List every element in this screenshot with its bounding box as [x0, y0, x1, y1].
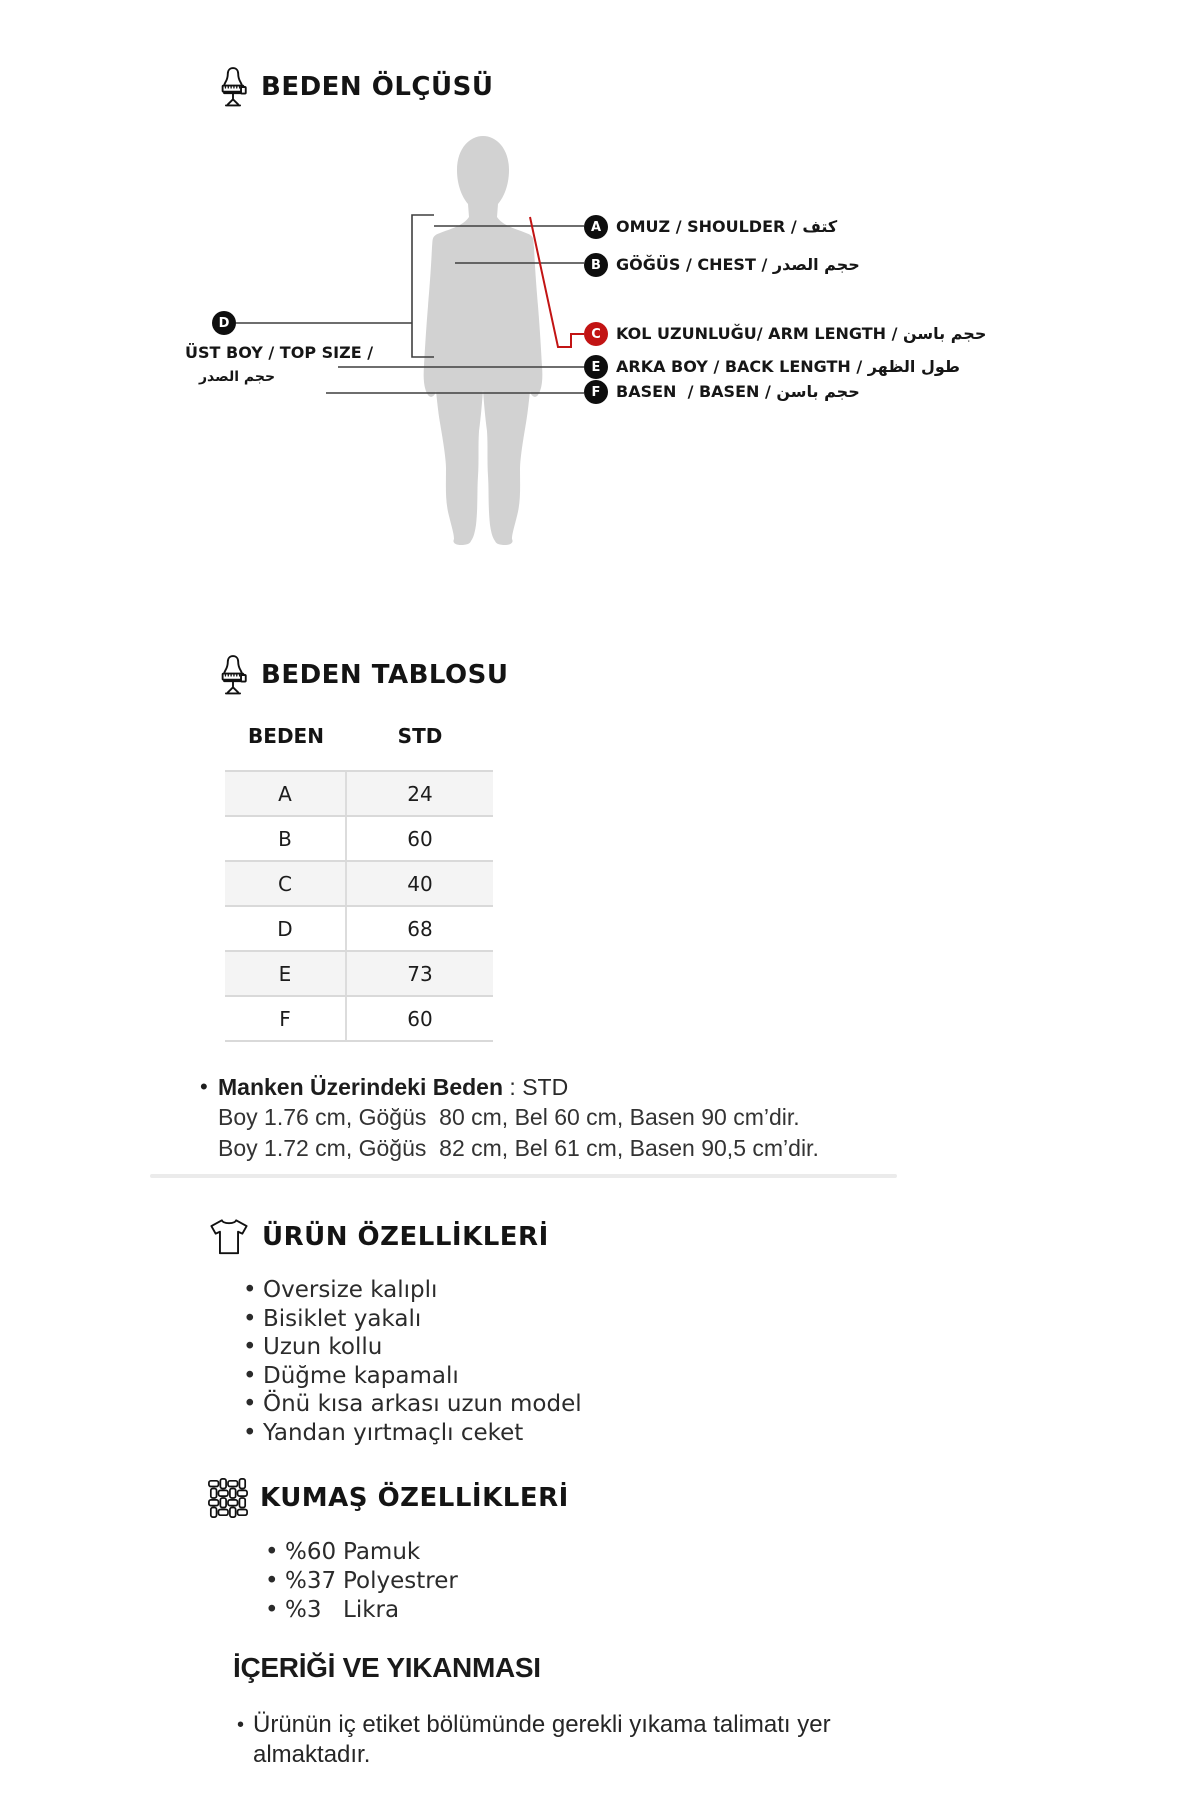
- column-header-beden: BEDEN: [248, 724, 324, 748]
- fabric-percent: %60: [285, 1539, 337, 1565]
- table-row: [225, 905, 493, 950]
- care-instructions-list: [237, 1710, 909, 1770]
- list-item: • Yandan yırtmaçlı ceket: [243, 1419, 582, 1448]
- table-row: [225, 770, 493, 815]
- measure-point-f: [584, 380, 608, 404]
- list-item: [265, 1538, 458, 1567]
- row-letter: C: [225, 862, 347, 905]
- row-value: 68: [407, 916, 433, 941]
- measure-point-e: [584, 355, 608, 379]
- size-table-body: [225, 770, 493, 1042]
- section-divider: [150, 1174, 897, 1178]
- measure-label-c: KOL UZUNLUĞU/ ARM LENGTH / حجم باسن: [616, 324, 987, 343]
- body-silhouette: [373, 130, 593, 550]
- list-item: • Uzun kollu: [243, 1333, 582, 1362]
- mannequin-size-line: [200, 1072, 819, 1102]
- list-item: [265, 1596, 458, 1625]
- product-features-list: [243, 1276, 582, 1448]
- size-table: [225, 724, 493, 1042]
- list-item: • Ürünün iç etiket bölümünde gerekli yıkama talimatı yer almaktadır.: [237, 1710, 909, 1770]
- section-header-fabric-features: [207, 1475, 569, 1521]
- fabric-name: Pamuk: [343, 1539, 421, 1565]
- measure-point-b: [584, 253, 608, 277]
- row-value: 60: [407, 826, 433, 851]
- mannequin-icon: [216, 65, 250, 109]
- model-measurements-line: Boy 1.72 cm, Göğüs 82 cm, Bel 61 cm, Basen 90,5 cm’dir.: [218, 1135, 819, 1161]
- list-item: [265, 1567, 458, 1596]
- fabric-name: Polyestrer: [343, 1568, 458, 1594]
- row-letter: E: [225, 952, 347, 995]
- table-row: [225, 950, 493, 995]
- row-value: 73: [407, 961, 433, 986]
- list-item: • Düğme kapamalı: [243, 1362, 582, 1391]
- mannequin-size-note: [200, 1072, 819, 1164]
- table-row: [225, 860, 493, 905]
- measure-point-a: [584, 215, 608, 239]
- section-title: KUMAŞ ÖZELLİKLERİ: [260, 1483, 569, 1513]
- measure-point-d: [212, 311, 236, 335]
- point-letter: B: [591, 257, 601, 273]
- row-value: 40: [407, 871, 433, 896]
- column-header-std: STD: [397, 724, 443, 748]
- section-title-care: İÇERİĞİ VE YIKANMASI: [233, 1652, 541, 1683]
- tshirt-icon: [207, 1217, 251, 1257]
- measure-label-b: GÖĞÜS / CHEST / حجم الصدر: [616, 255, 860, 274]
- label-d-arabic: حجم الصدر: [199, 369, 276, 385]
- point-letter: A: [590, 219, 602, 235]
- list-item: • Bisiklet yakalı: [243, 1305, 582, 1334]
- fabric-percent: %37: [285, 1568, 337, 1594]
- fabric-weave-icon: [207, 1477, 249, 1519]
- point-letter: E: [591, 359, 601, 375]
- row-letter: D: [225, 907, 347, 950]
- row-letter: F: [225, 997, 347, 1040]
- model-measurements-line: Boy 1.76 cm, Göğüs 80 cm, Bel 60 cm, Basen 90 cm’dir.: [218, 1104, 800, 1130]
- point-letter: F: [591, 384, 601, 400]
- list-item: • Oversize kalıplı: [243, 1276, 582, 1305]
- separator: :: [503, 1074, 523, 1100]
- table-row: [225, 995, 493, 1040]
- measure-label-d: [185, 343, 373, 385]
- point-letter: C: [591, 326, 601, 342]
- section-title: BEDEN TABLOSU: [261, 660, 509, 690]
- list-item: • Önü kısa arkası uzun model: [243, 1390, 582, 1419]
- mannequin-size-label: Manken Üzerindeki Beden: [218, 1074, 504, 1100]
- page-title: BEDEN ÖLÇÜSÜ: [261, 72, 494, 102]
- fabric-composition-list: [265, 1538, 458, 1625]
- row-letter: B: [225, 817, 347, 860]
- measure-label-e: ARKA BOY / BACK LENGTH / طول الظهر: [616, 357, 960, 376]
- fabric-name: Likra: [343, 1597, 400, 1623]
- measure-point-c: [584, 322, 608, 346]
- size-table-header: [225, 724, 493, 752]
- section-header-size-measure: [216, 64, 493, 110]
- fabric-percent: %3: [285, 1597, 322, 1623]
- label-d-latin: ÜST BOY / TOP SIZE /: [185, 343, 374, 362]
- section-header-product-features: [207, 1214, 549, 1260]
- row-letter: A: [225, 772, 347, 815]
- point-letter: D: [218, 315, 230, 331]
- mannequin-size-value: STD: [522, 1074, 569, 1100]
- row-value: 24: [407, 781, 433, 806]
- measure-label-f: BASEN / BASEN / حجم باسن: [616, 382, 860, 401]
- table-row: [225, 815, 493, 860]
- row-value: 60: [407, 1006, 433, 1031]
- section-title: ÜRÜN ÖZELLİKLERİ: [262, 1222, 549, 1252]
- measure-label-a: OMUZ / SHOULDER / كتف: [616, 217, 838, 236]
- section-header-size-table: [216, 652, 508, 698]
- measurement-lines: [0, 0, 1200, 560]
- mannequin-icon: [216, 653, 250, 697]
